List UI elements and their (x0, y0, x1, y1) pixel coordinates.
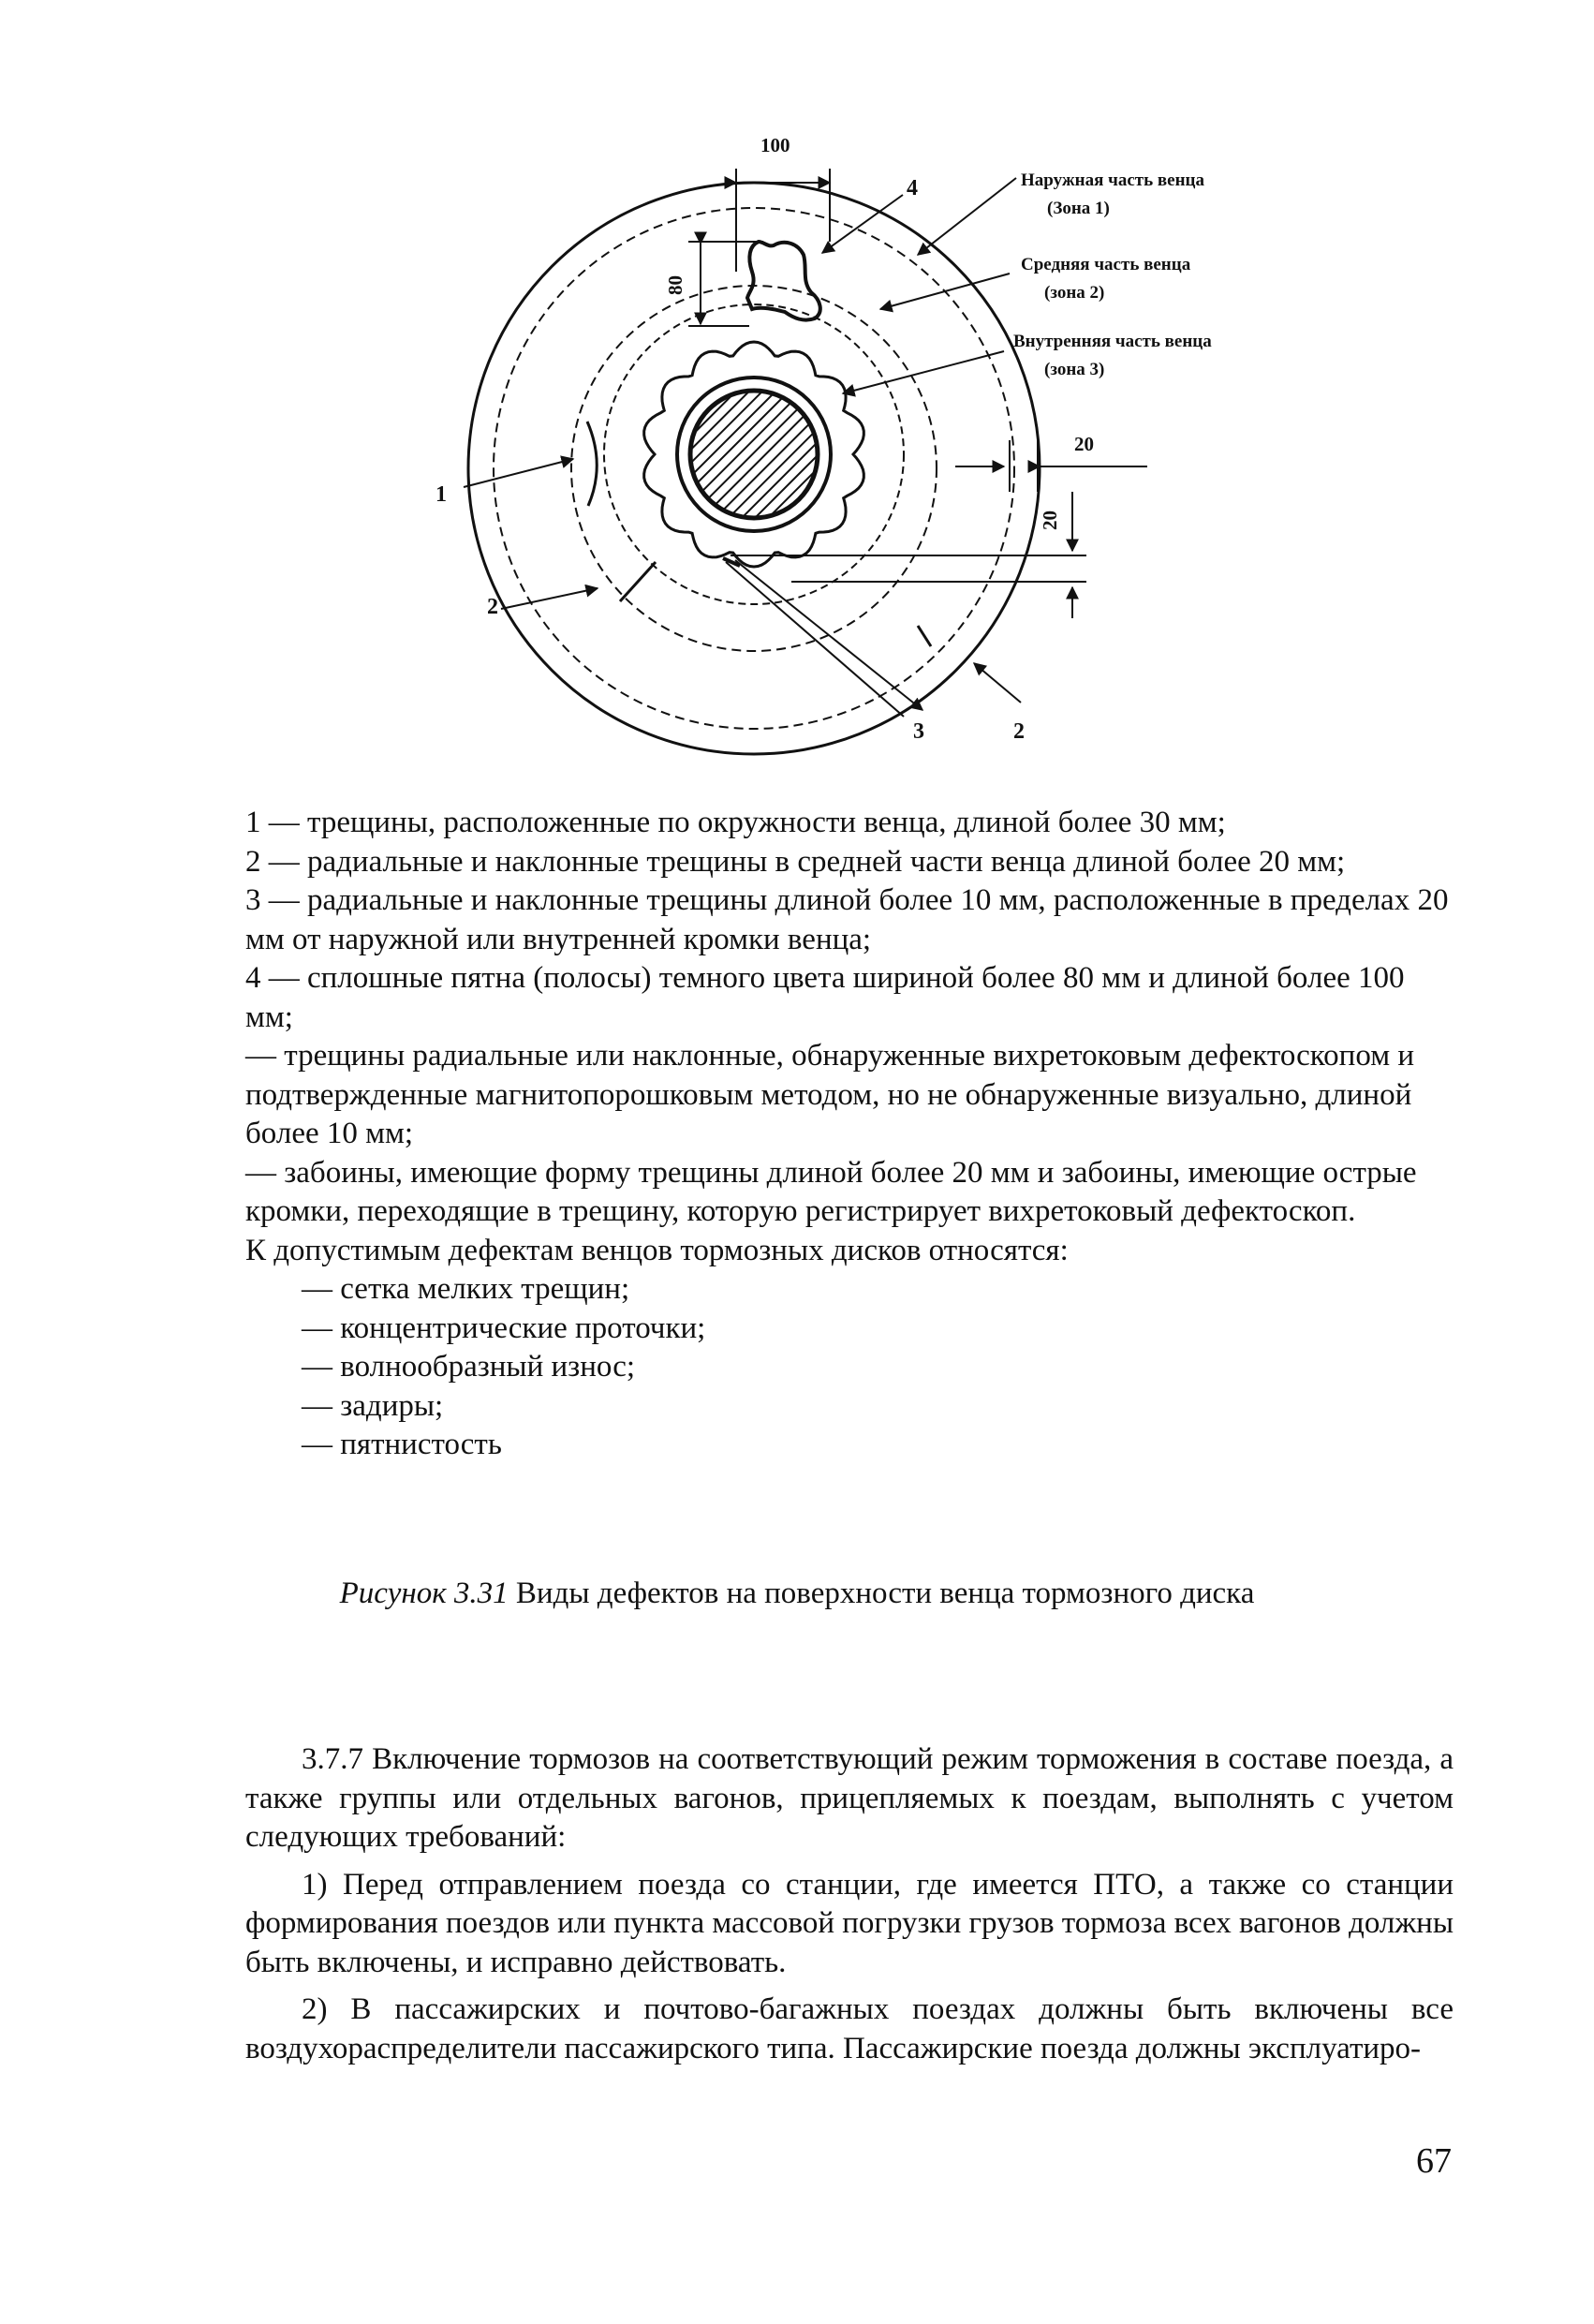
callout-4: 4 (907, 176, 918, 200)
zone-1-number: (Зона 1) (1047, 199, 1110, 218)
zone-3-name: Внутренняя часть венца (1013, 332, 1212, 351)
dim-20-horizontal-label: 20 (1074, 433, 1094, 455)
figure-legend (245, 804, 1454, 1465)
paragraph: 2) В пассажирских и почтово-багажных поездах должны быть включены все воздухораспределители пассажирского типа. Пассажирские поезда должны эксплуатиро- (245, 1992, 1454, 2065)
figure-number: Рисунок 3.31 (339, 1576, 509, 1610)
allowed-defect-item: — концентрические проточки; (302, 1310, 706, 1345)
paragraph: 3.7.7 Включение тормозов на соответствующий режим торможения в составе поезда, а также группы или отдельных вагонов, прицепляемых к поездам, выполнять с учетом следующих требований: (245, 1742, 1454, 1854)
zone-2-name: Средняя часть венца (1021, 255, 1191, 274)
callout-2-left: 2 (487, 595, 498, 619)
zone-1-name: Наружная часть венца (1021, 170, 1204, 190)
crack-2b (918, 626, 931, 646)
callout-3: 3 (913, 719, 924, 744)
figure-caption (0, 1576, 1594, 1611)
dim-100-label: 100 (760, 134, 790, 156)
legend-item: — трещины радиальные или наклонные, обнаруженные вихретоковым дефектоскопом и подтвержденные магнитопорошковым методом, но не обнаруженные визуально, длиной более 10 мм; (245, 1039, 1414, 1150)
legend-item: 2 — радиальные и наклонные трещины в средней части венца длиной более 20 мм; (245, 844, 1346, 879)
paragraph: 1) Перед отправлением поезда со станции, где имеется ПТО, а также со станции формирования поездов или пункта массовой погрузки грузов тормоза всех вагонов должны быть включены, и исправно действовать. (245, 1867, 1454, 1979)
callout-2-right: 2 (1013, 719, 1025, 744)
allowed-defect-item: — волнообразный износ; (302, 1350, 636, 1384)
brake-disc-defects-figure (0, 0, 1594, 768)
callout-1: 1 (435, 482, 447, 507)
allowed-defect-item: — пятнистость (302, 1428, 502, 1461)
crack-1 (587, 422, 597, 506)
axle-section (690, 391, 818, 518)
legend-item: 3 — радиальные и наклонные трещины длиной более 10 мм, расположенные в пределах 20 мм от наружной или внутренней кромки венца; (245, 883, 1449, 956)
legend-item: 4 — сплошные пятна (полосы) темного цвета шириной более 80 мм и длиной более 100 мм; (245, 961, 1405, 1034)
allowed-defects-intro: К допустимым дефектам венцов тормозных дисков относятся: (245, 1233, 1069, 1267)
zone-3-number: (зона 3) (1044, 360, 1105, 379)
legend-item: — забоины, имеющие форму трещины длиной более 20 мм и забоины, имеющие острые кромки, переходящие в трещину, которую регистрирует вихретоковый дефектоскоп. (245, 1155, 1417, 1228)
figure-caption-text: Виды дефектов на поверхности венца тормозного диска (508, 1576, 1255, 1610)
dim-80-label: 80 (664, 275, 686, 295)
body-text (245, 1740, 1454, 2077)
zone-2-number: (зона 2) (1044, 283, 1105, 303)
crack-2 (620, 562, 656, 601)
page-number: 67 (1416, 2141, 1452, 2181)
allowed-defect-item: — задиры; (302, 1388, 444, 1423)
allowed-defect-item: — сетка мелких трещин; (302, 1272, 630, 1306)
dim-20-vertical-label: 20 (1039, 511, 1061, 530)
legend-item: 1 — трещины, расположенные по окружности венца, длиной более 30 мм; (245, 806, 1226, 839)
